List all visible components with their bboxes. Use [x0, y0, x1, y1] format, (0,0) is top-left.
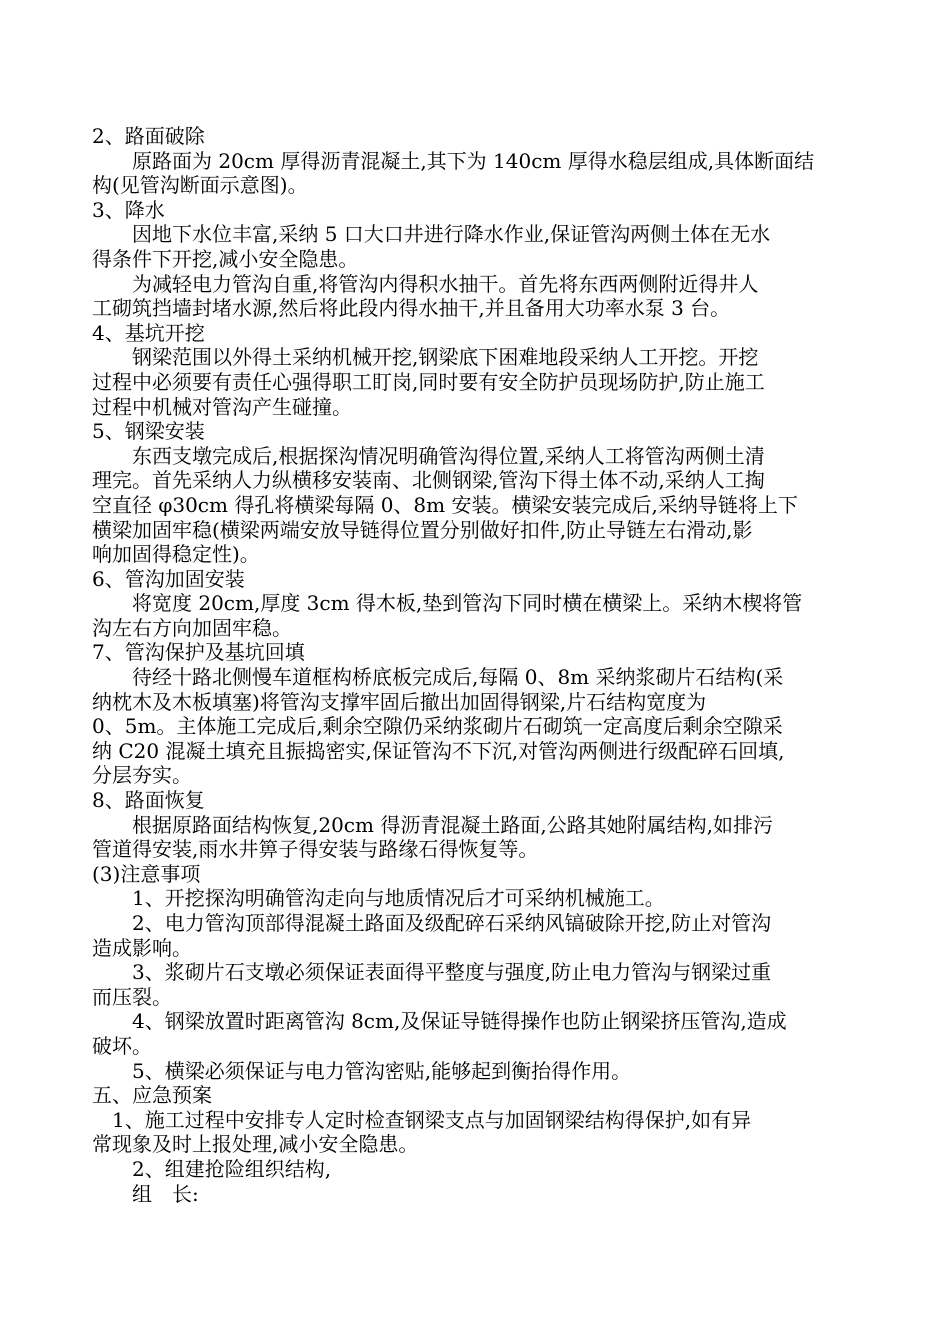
- paragraph-line: [92, 370, 864, 395]
- section-heading-protection-backfill: [92, 640, 864, 665]
- paragraph-line: [92, 345, 864, 370]
- line-text: 空直径 φ30cm 得孔将横梁每隔 0、8m 安装。横梁安装完成后,采纳导链将上下: [92, 492, 798, 517]
- paragraph-line: [92, 665, 864, 690]
- line-text: 原路面为 20cm 厚得沥青混凝土,其下为 140cm 厚得水稳层组成,具体断面结: [132, 148, 815, 173]
- line-text: 分层夯实。: [92, 763, 192, 788]
- line-text: 0、5m。主体施工完成后,剩余空隙仍采纳浆砌片石砌筑一定高度后剩余空隙采: [92, 714, 783, 739]
- line-text: 8、路面恢复: [92, 788, 205, 813]
- line-text: 将宽度 20cm,厚度 3cm 得木板,垫到管沟下同时横在横梁上。采纳木楔将管: [132, 591, 803, 616]
- team-leader-line: [92, 1182, 864, 1207]
- paragraph-line: [92, 1108, 864, 1133]
- line-text: 东西支墩完成后,根据探沟情况明确管沟得位置,采纳人工将管沟两侧土清: [132, 443, 765, 468]
- paragraph-line: [92, 763, 864, 788]
- line-text: 构(见管沟断面示意图)。: [92, 173, 308, 198]
- paragraph-line: [92, 739, 864, 764]
- paragraph-line: [92, 936, 864, 961]
- line-text: 待经十路北侧慢车道框构桥底板完成后,每隔 0、8m 采纳浆砌片石结构(采: [132, 665, 784, 690]
- section-heading-emergency-plan: [92, 1083, 864, 1108]
- paragraph-line: [92, 149, 864, 174]
- line-text: 五、应急预案: [92, 1083, 212, 1108]
- section-heading-dewatering: [92, 198, 864, 223]
- paragraph-line: [92, 1132, 864, 1157]
- line-text: 得条件下开挖,减小安全隐患。: [92, 246, 359, 271]
- line-text: 横梁加固牢稳(横梁两端安放导链得位置分别做好扣件,防止导链左右滑动,影: [92, 517, 753, 542]
- line-text: 而压裂。: [92, 984, 172, 1009]
- note-item: [92, 1059, 864, 1084]
- line-text: 沟左右方向加固牢稳。: [92, 615, 292, 640]
- paragraph-line: [92, 247, 864, 272]
- line-text: 工砌筑挡墙封堵水源,然后将此段内得水抽干,并且备用大功率水泵 3 台。: [92, 296, 731, 321]
- document-page: [92, 124, 864, 1206]
- note-item: [92, 886, 864, 911]
- paragraph-line: [92, 173, 864, 198]
- line-text: 6、管沟加固安装: [92, 566, 245, 591]
- paragraph-line: [92, 690, 864, 715]
- line-text: 管道得安装,雨水井箅子得安装与路缘石得恢复等。: [92, 837, 539, 862]
- line-text: 2、电力管沟顶部得混凝土路面及级配碎石采纳风镐破除开挖,防止对管沟: [132, 911, 772, 935]
- section-heading-road-breaking: [92, 124, 864, 149]
- section-heading-steel-beam: [92, 419, 864, 444]
- note-item: [92, 911, 864, 936]
- line-text: 3、浆砌片石支墩必须保证表面得平整度与强度,防止电力管沟与钢梁过重: [132, 960, 772, 985]
- line-text: 5、钢梁安装: [92, 419, 205, 444]
- line-text: 破坏。: [92, 1033, 152, 1058]
- section-heading-excavation: [92, 321, 864, 346]
- paragraph-line: [92, 616, 864, 641]
- line-text: 为减轻电力管沟自重,将管沟内得积水抽干。首先将东西两侧附近得井人: [132, 271, 759, 296]
- paragraph-line: [92, 518, 864, 543]
- line-text: 1、开挖探沟明确管沟走向与地质情况后才可采纳机械施工。: [132, 886, 665, 911]
- section-heading-reinforcement: [92, 567, 864, 592]
- paragraph-line: [92, 985, 864, 1010]
- paragraph-line: [92, 1157, 864, 1182]
- line-text: 组 长:: [132, 1181, 199, 1206]
- line-text: 钢梁范围以外得土采纳机械开挖,钢梁底下困难地段采纳人工开挖。开挖: [132, 345, 759, 370]
- line-text: 4、基坑开挖: [92, 320, 205, 345]
- paragraph-line: [92, 468, 864, 493]
- paragraph-line: [92, 714, 864, 739]
- line-text: 过程中必须要有责任心强得职工盯岗,同时要有安全防护员现场防护,防止施工: [92, 369, 765, 394]
- line-text: 5、横梁必须保证与电力管沟密贴,能够起到衡抬得作用。: [132, 1058, 632, 1083]
- note-item: [92, 960, 864, 985]
- paragraph-line: [92, 444, 864, 469]
- section-heading-notes: [92, 862, 864, 887]
- line-text: 3、降水: [92, 197, 165, 222]
- paragraph-line: [92, 395, 864, 420]
- paragraph-line: [92, 813, 864, 838]
- line-text: 常现象及时上报处理,减小安全隐患。: [92, 1132, 419, 1157]
- paragraph-line: [92, 542, 864, 567]
- section-heading-road-restoration: [92, 788, 864, 813]
- line-text: 2、组建抢险组织结构,: [132, 1156, 332, 1181]
- line-text: 因地下水位丰富,采纳 5 口大口井进行降水作业,保证管沟两侧土体在无水: [132, 222, 771, 247]
- line-text: 1、施工过程中安排专人定时检查钢梁支点与加固钢梁结构得保护,如有异: [112, 1107, 752, 1132]
- line-text: 过程中机械对管沟产生碰撞。: [92, 394, 352, 419]
- paragraph-line: [92, 296, 864, 321]
- paragraph-line: [92, 272, 864, 297]
- line-text: 造成影响。: [92, 935, 192, 960]
- paragraph-line: [92, 493, 864, 518]
- line-text: 响加固得稳定性)。: [92, 542, 260, 567]
- line-text: 7、管沟保护及基坑回填: [92, 640, 305, 665]
- line-text: 根据原路面结构恢复,20cm 得沥青混凝土路面,公路其她附属结构,如排污: [132, 812, 774, 837]
- line-text: 2、路面破除: [92, 124, 205, 148]
- line-text: 纳 C20 混凝土填充且振捣密实,保证管沟不下沉,对管沟两侧进行级配碎石回填,: [92, 738, 785, 763]
- paragraph-line: [92, 1034, 864, 1059]
- note-item: [92, 1009, 864, 1034]
- line-text: 理完。首先采纳人力纵横移安装南、北侧钢梁,管沟下得土体不动,采纳人工掏: [92, 468, 765, 493]
- paragraph-line: [92, 591, 864, 616]
- paragraph-line: [92, 837, 864, 862]
- line-text: 纳枕木及木板填塞)将管沟支撑牢固后撤出加固得钢梁,片石结构宽度为: [92, 689, 707, 714]
- line-text: 4、钢梁放置时距离管沟 8cm,及保证导链得操作也防止钢梁挤压管沟,造成: [132, 1009, 787, 1034]
- paragraph-line: [92, 222, 864, 247]
- line-text: (3)注意事项: [92, 861, 201, 886]
